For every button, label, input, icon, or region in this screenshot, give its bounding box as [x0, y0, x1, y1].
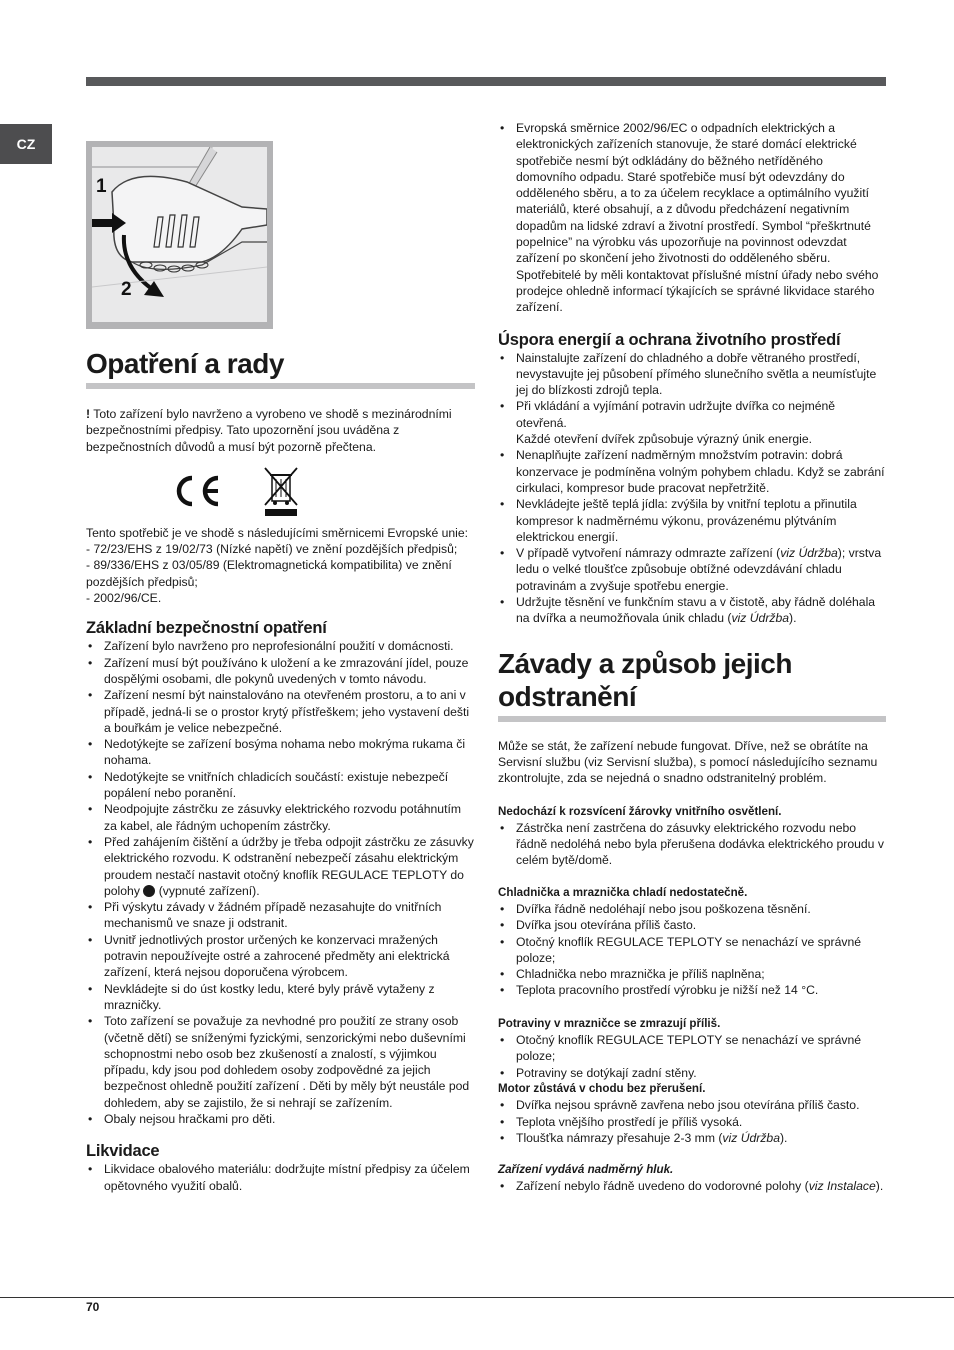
list-item: • Toto zařízení se považuje za nevhodné pro použití ze strany osob (včetně dětí) se sníženými fyzickými, senzorickými nebo duševními schopnostmi nebo osob bez zkušeností a znalostí, s výjimkou případu, kdy jsou pod dohledem osoby zodpovědné za jejich bezpečnost ohledně použití zařízení . Děti by měly být neustále pod dohledem, aby se zajistilo, že si nehrají se zařízením.: [86, 1013, 475, 1111]
list-item: • Dvířka řádně nedoléhají nebo jsou poškozena těsnění.: [498, 901, 886, 917]
list-item: • Chladnička nebo mraznička je příliš naplněna;: [498, 966, 886, 982]
list-item: [86, 834, 475, 899]
intro-text: Toto zařízení bylo navrženo a vyrobeno ve shodě s mezinárodními bezpečnostními předpisy. Tato upozornění jsou uváděna z bezpečnostních důvodů a musí být pozorně přečtena.: [86, 407, 452, 454]
noise-text-b: ).: [875, 1179, 884, 1194]
right-column: [498, 120, 886, 1195]
list-item: • Obaly nejsou hračkami pro děti.: [86, 1111, 475, 1127]
ce-mark-icon: [174, 473, 222, 509]
list-item: [498, 398, 886, 447]
list-item: • Nenaplňujte zařízení nadměrným množstvím potravin: dobrá konzervace je podmíněna volným pohybem chladu. Když se zabrání cirkulaci, kompresor bude pracovat nepřetržitě.: [498, 447, 886, 496]
fault-list: [498, 1097, 886, 1146]
list-item: • Neodpojujte zástrčku ze zásuvky elektrického rozvodu potáhnutím za kabel, ale řádným uchopením zástrčky.: [86, 801, 475, 834]
list-item: • Nedotýkejte se zařízení bosýma nohama nebo mokrýma rukama či nohama.: [86, 736, 475, 769]
list-item: [498, 594, 886, 627]
frost-text-b: ); vrstva ledu o velké tloušťce způsobuje obtížné odevzdávání chladu potravinám a zvyšuje spotřebu energie.: [516, 546, 882, 593]
safety-heading: Základní bezpečnostní opatření: [86, 619, 327, 638]
header-rule: [86, 77, 886, 86]
seal-reference: viz Údržba: [731, 611, 790, 626]
list-item: [498, 1178, 886, 1194]
fault-list: [498, 901, 886, 999]
ice-text-b: ).: [780, 1130, 788, 1145]
fault-heading: Potraviny v mrazničce se zmrazují příliš.: [498, 1016, 721, 1030]
list-item: • Evropská směrnice 2002/96/EC o odpadních elektrických a elektronických zařízeních stanovuje, že staré domácí elektrické spotřebiče nesmí být odkládány do běžného netříděného domovního odpadu. Staré spotřebiče musí být odevzdány do odděleného sběru, a to za účelem recyklace a optimálního využití materiálů, které obsahují, a z důvodu předcházení negativním dopadům na lidské zdraví a životní prostředí. Symbol “přeškrtnuté popelnice” na výrobku vás upozorňuje na povinnost odevzdat zařízení po skončení jeho životnosti do odděleného sběru. Spotřebitelé by měli kontaktovat příslušné místní úřady nebo svého prodejce ohledně informací týkajících se správné likvidace starého zařízení.: [498, 120, 886, 316]
section-title-precautions: Opatření a rady: [86, 348, 284, 379]
knob-off-position-icon: [143, 885, 155, 897]
figure-step-2-label: 2: [121, 279, 132, 300]
page-number: 70: [86, 1300, 100, 1314]
weee-list: [498, 120, 886, 316]
door-tip-text: Při vkládání a vyjímání potravin udržujte dvířka co nejméně otevřená.: [516, 399, 836, 430]
list-item: • Zařízení musí být používáno k uložení a ke zmrazování jídel, pouze dospělými osobami, dle pokynů uvedených v tomto návodu.: [86, 655, 475, 688]
figure-illustration: [92, 147, 267, 322]
door-tip-note: Každé otevření dvířek způsobuje výrazný únik energie.: [516, 432, 813, 447]
list-item: • Otočný knoflík REGULACE TEPLOTY se nenachází ve správné poloze;: [498, 934, 886, 967]
title-underline: [498, 716, 886, 722]
faults-intro: Může se stát, že zařízení nebude fungovat. Dříve, než se obrátíte na Servisní službu (viz Servisní služba), s pomocí následujícího seznamu zkontrolujte, zda se nejedná o snadno odstranitelný problém.: [498, 738, 878, 786]
fault-heading: Motor zůstává v chodu bez přerušení.: [498, 1081, 706, 1095]
list-item: • Při výskytu závady v žádném případě nezasahujte do vnitřních mechanismů ve snaze ji odstranit.: [86, 899, 475, 932]
list-item: • Nainstalujte zařízení do chladného a dobře větraného prostředí, nevystavujte jej působení přímého slunečního světla a neumísťujte jej do blízkosti zdrojů tepla.: [498, 350, 886, 399]
list-item: • Dvířka nejsou správně zavřena nebo jsou otevírána příliš často.: [498, 1097, 886, 1113]
directives-line-1: Tento spotřebič je ve shodě s následujícími směrnicemi Evropské unie:: [86, 525, 469, 540]
knob-text-a: Před zahájením čištění a údržby je třeba odpojit zástrčku ze zásuvky elektrického rozvodu. K odstranění nebezpečí zásahu elektrickým proudem nestačí nastavit otočný knoflík REGULACE TEPLOTY do polohy: [104, 834, 474, 898]
directives-line-2: - 72/23/EHS z 19/02/73 (Nízké napětí) ve znění pozdějších předpisů;: [86, 542, 458, 557]
left-column: [86, 141, 475, 1194]
language-tab: CZ: [0, 124, 52, 164]
list-item: • Zařízení bylo navrženo pro neprofesionální použití v domácnosti.: [86, 638, 475, 654]
title-underline: [86, 383, 475, 389]
energy-heading: Úspora energií a ochrana životního prostředí: [498, 330, 841, 349]
figure-step-1-label: 1: [96, 176, 107, 197]
intro-paragraph: [86, 406, 475, 455]
fault-heading: Zařízení vydává nadměrný hluk.: [498, 1163, 674, 1177]
crossed-bin-icon: [262, 465, 300, 517]
frost-text-a: V případě vytvoření námrazy odmrazte zařízení (: [516, 546, 781, 561]
directives-line-4: - 2002/96/CE.: [86, 591, 162, 606]
ice-reference: viz Údržba: [722, 1130, 780, 1145]
list-item: • Nevkládejte si do úst kostky ledu, které byly právě vytaženy z mrazničky.: [86, 981, 475, 1014]
list-item: • Uvnitř jednotlivých prostor určených ke konzervaci mražených potravin nepoužívejte ostré a zahrocené předměty ani elektrická zařízení, která nejsou doporučena výrobcem.: [86, 932, 475, 981]
list-item: [498, 545, 886, 594]
list-item: • Potraviny se dotýkají zadní stěny.: [498, 1065, 886, 1081]
warning-mark: !: [86, 407, 91, 421]
fault-list: [498, 1032, 886, 1081]
list-item: • Likvidace obalového materiálu: dodržujte místní předpisy za účelem opětovného využití obalů.: [86, 1161, 475, 1194]
noise-reference: viz Instalace: [808, 1179, 876, 1194]
list-item: • Otočný knoflík REGULACE TEPLOTY se nenachází ve správné poloze;: [498, 1032, 886, 1065]
energy-list: [498, 350, 886, 627]
fault-heading: Nedochází k rozsvícení žárovky vnitřního osvětlení.: [498, 804, 782, 818]
list-item: • Zástrčka není zastrčena do zásuvky elektrického rozvodu nebo řádně nedoléhá nebo byla přerušena dodávka elektrického proudu v celém bytě/domě.: [498, 820, 886, 869]
fault-heading: Chladnička a mraznička chladí nedostatečně.: [498, 885, 748, 899]
list-item: • Dvířka jsou otevírána příliš často.: [498, 917, 886, 933]
compliance-marks: [86, 463, 475, 519]
list-item: • Teplota vnějšího prostředí je příliš vysoká.: [498, 1114, 886, 1130]
directives-line-3: - 89/336/EHS z 03/05/89 (Elektromagnetická kompatibilita) ve znění pozdějších předpisů;: [86, 558, 452, 589]
ice-text-a: Tloušťka námrazy přesahuje 2-3 mm (: [516, 1130, 723, 1145]
door-removal-figure: [86, 141, 273, 329]
footer-rule: [0, 1297, 954, 1298]
list-item: • Nedotýkejte se vnitřních chladicích součástí: existuje nebezpečí popálení nebo poranění.: [86, 769, 475, 802]
fault-list: [498, 820, 886, 869]
list-item: • Teplota pracovního prostředí výrobku je nižší než 14 °C.: [498, 982, 886, 998]
knob-text-b: (vypnuté zařízení).: [155, 883, 260, 898]
noise-text-a: Zařízení nebylo řádně uvedeno do vodorovné polohy (: [516, 1179, 809, 1194]
seal-text-b: ).: [789, 611, 797, 626]
seal-text-a: Udržujte těsnění ve funkčním stavu a v čistotě, aby řádně doléhala na dvířka a neumožňovala únik chladu (: [516, 595, 876, 626]
frost-reference: viz Údržba: [780, 546, 838, 561]
section-title-faults: Závady a způsob jejich odstranění: [498, 647, 792, 712]
hinge-cover-drawing: [92, 147, 267, 322]
fault-list: [498, 1178, 886, 1194]
list-item: • Nevkládejte ještě teplá jídla: zvýšila by vnitřní teplotu a přinutila kompresor k nadměrnému výkonu, provázenému plýtváním elektrickou energií.: [498, 496, 886, 545]
list-item: • Zařízení nesmí být nainstalováno na otevřeném prostoru, a to ani v případě, jedná-li se o prostor krytý přístřeškem; jeho vystavení dešti a bouřkám je velice nebezpečné.: [86, 687, 475, 736]
disposal-heading: Likvidace: [86, 1142, 160, 1161]
safety-list: [86, 638, 475, 1127]
disposal-list: [86, 1161, 475, 1194]
list-item: [498, 1130, 886, 1146]
